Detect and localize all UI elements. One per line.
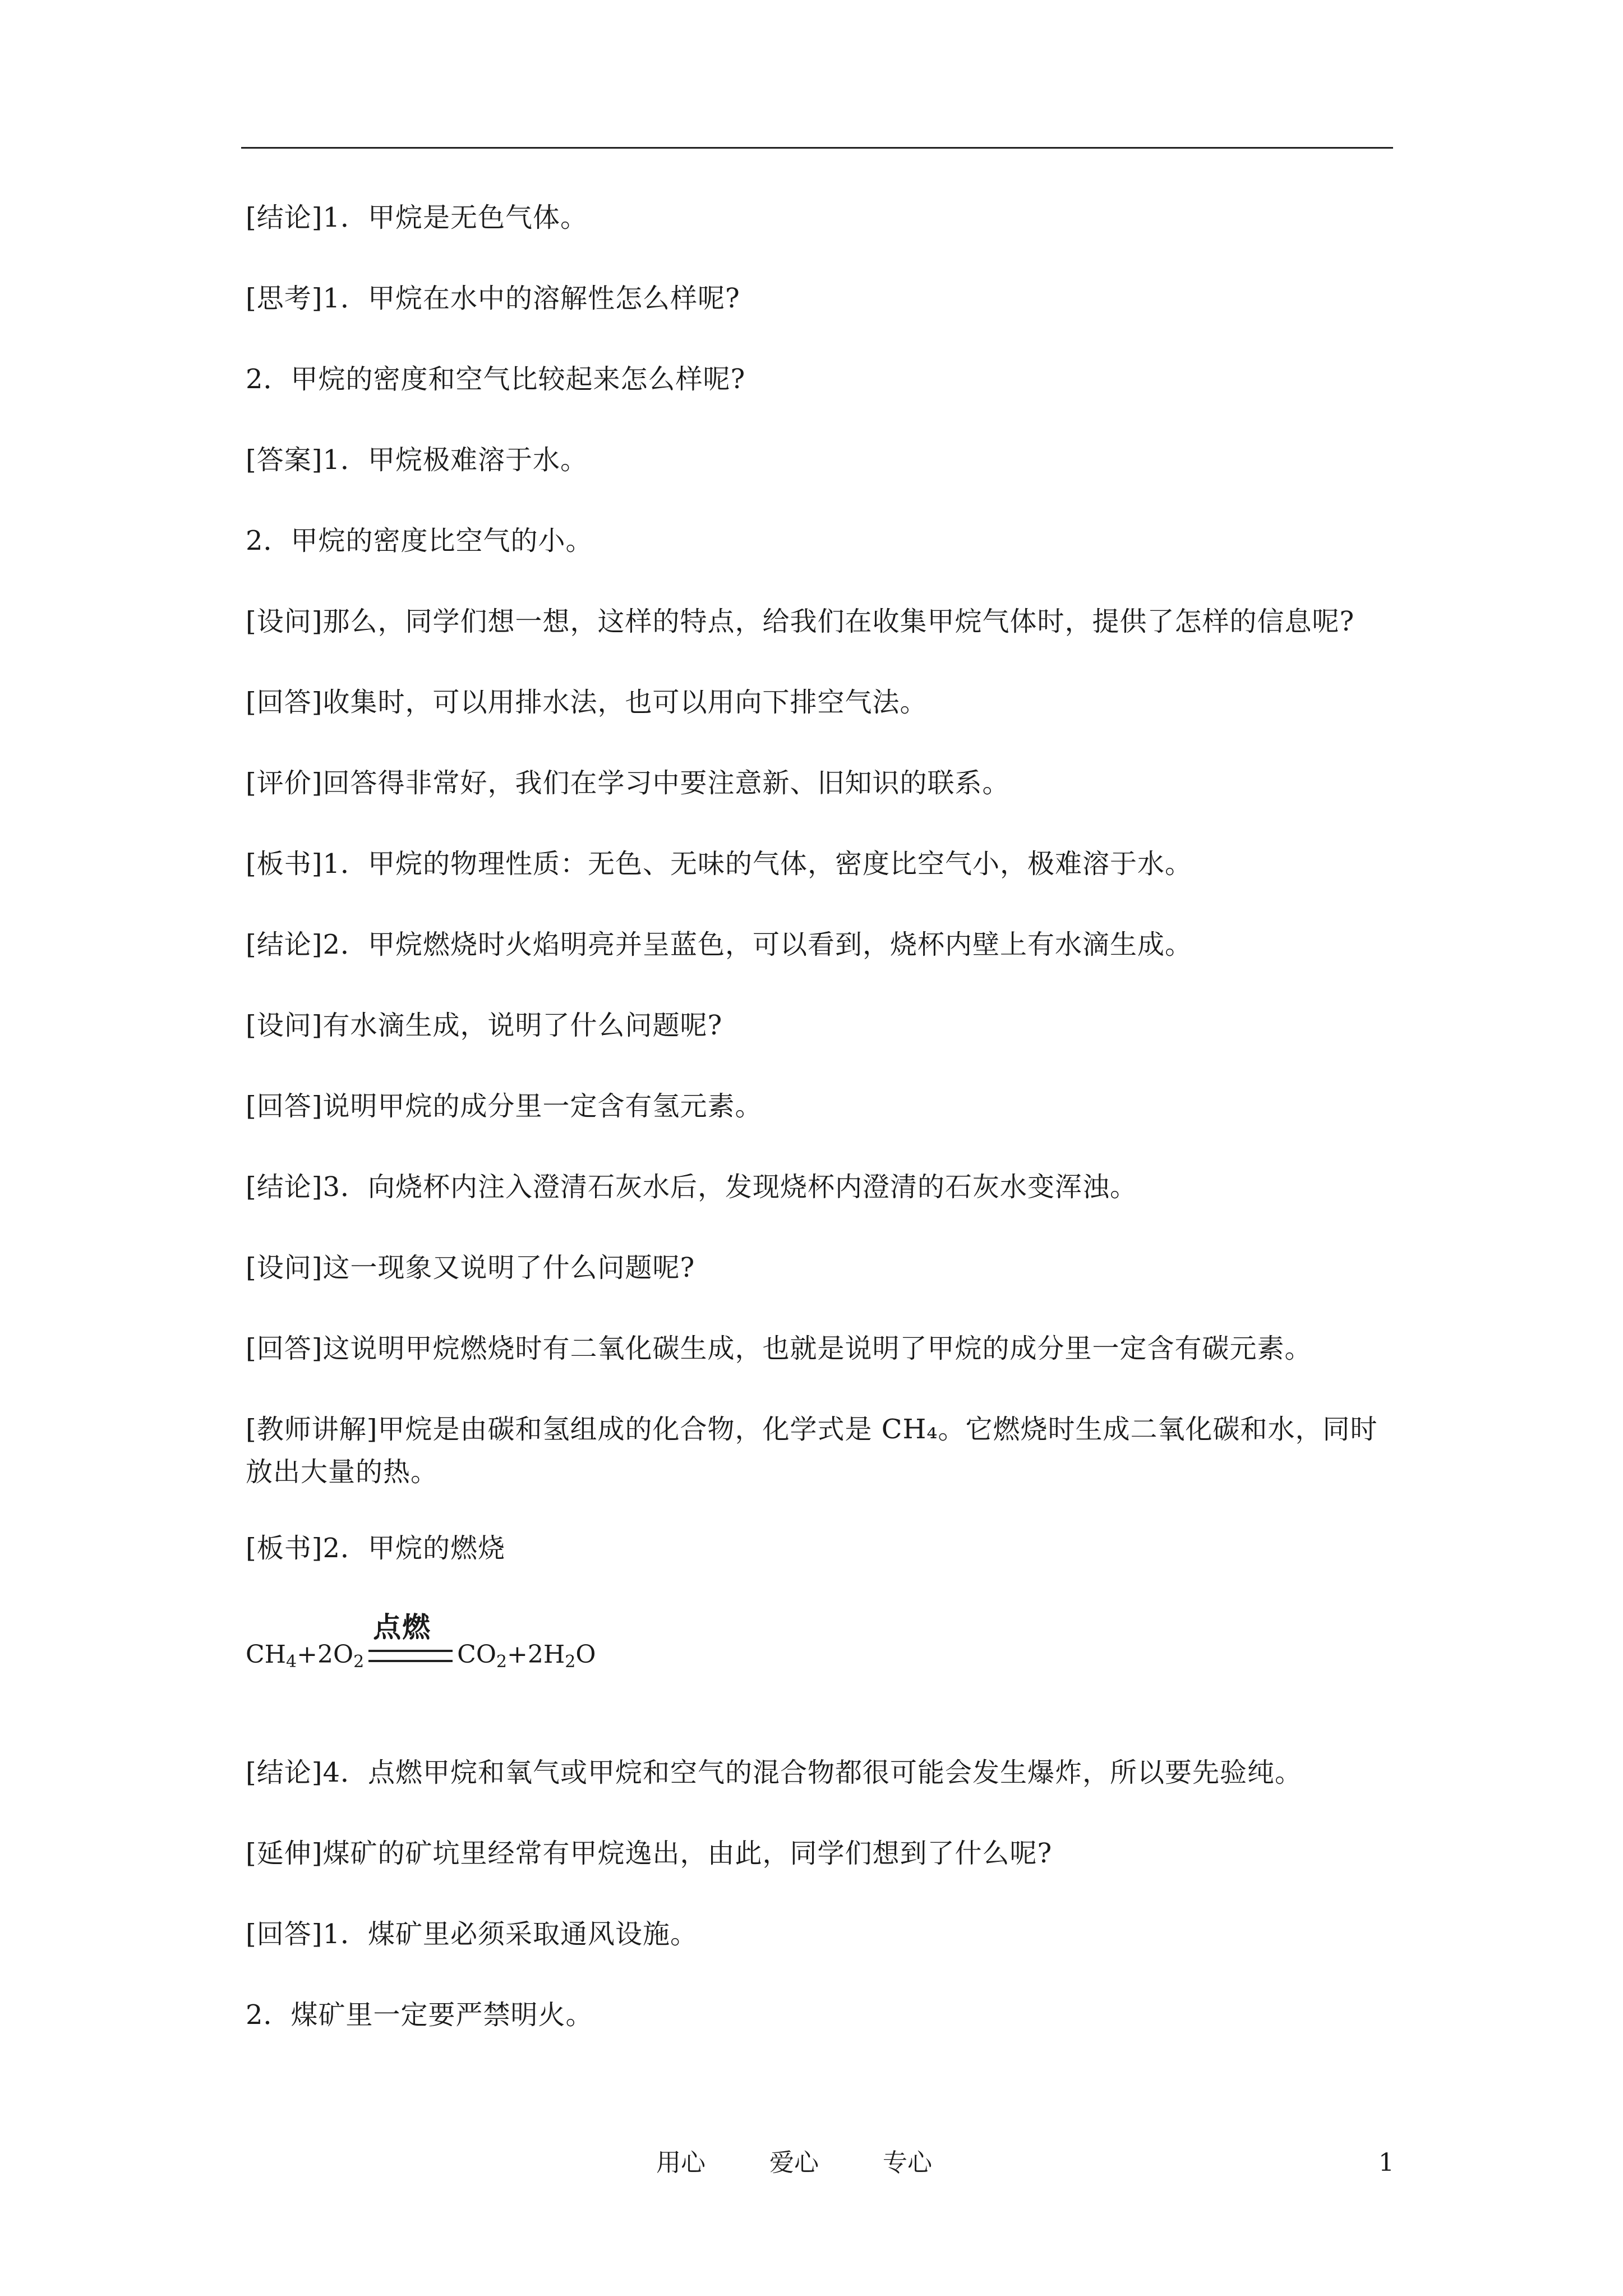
chemical-equation — [246, 1611, 596, 1679]
equation-product: +2H — [507, 1640, 565, 1669]
text-line: [评价]回答得非常好，我们在学习中要注意新、旧知识的联系。 — [246, 767, 1010, 799]
text-line: [板书]2．甲烷的燃烧 — [246, 1533, 505, 1564]
reaction-condition-label: 点燃 — [373, 1611, 432, 1644]
text-line: [结论]4．点燃甲烷和氧气或甲烷和空气的混合物都很可能会发生爆炸，所以要先验纯。 — [246, 1757, 1302, 1788]
text-line: [结论]2．甲烷燃烧时火焰明亮并呈蓝色，可以看到，烧杯内壁上有水滴生成。 — [246, 929, 1192, 960]
text-line: [回答]说明甲烷的成分里一定含有氢元素。 — [246, 1091, 763, 1122]
equation-reactant: +2O — [297, 1640, 354, 1669]
text-line: [回答]收集时，可以用排水法，也可以用向下排空气法。 — [246, 687, 928, 718]
text-line: [设问]那么，同学们想一想，这样的特点，给我们在收集甲烷气体时，提供了怎样的信息呢? — [246, 606, 1355, 637]
text-line: [思考]1．甲烷在水中的溶解性怎么样呢? — [246, 283, 740, 314]
equation-subscript: 2 — [496, 1652, 508, 1672]
header-rule — [241, 147, 1393, 149]
text-line: [回答]这说明甲烷燃烧时有二氧化碳生成，也就是说明了甲烷的成分里一定含有碳元素。 — [246, 1333, 1312, 1364]
text-line: [回答]1．煤矿里必须采取通风设施。 — [246, 1918, 698, 1950]
text-line: [答案]1．甲烷极难溶于水。 — [246, 444, 588, 476]
text-line: [设问]有水滴生成，说明了什么问题呢? — [246, 1010, 723, 1041]
text-line: [板书]1．甲烷的物理性质：无色、无味的气体，密度比空气小，极难溶于水。 — [246, 848, 1192, 880]
text-line: [教师讲解]甲烷是由碳和氢组成的化合物，化学式是 CH₄。它燃烧时生成二氧化碳和水，同时放出大量的热。 — [246, 1414, 1378, 1488]
footer-slogan: 用心 — [656, 2148, 706, 2177]
text-line: [结论]1．甲烷是无色气体。 — [246, 202, 588, 233]
text-line: 2．煤矿里一定要严禁明火。 — [246, 1999, 593, 2031]
text-line: 2．甲烷的密度比空气的小。 — [246, 525, 593, 556]
equation-reactant: CH — [246, 1640, 287, 1669]
equation-subscript: 2 — [565, 1652, 576, 1672]
reaction-condition — [368, 1611, 453, 1673]
text-line: [设问]这一现象又说明了什么问题呢? — [246, 1252, 695, 1283]
text-line: 2．甲烷的密度和空气比较起来怎么样呢? — [246, 364, 746, 395]
text-line: [结论]3．向烧杯内注入澄清石灰水后，发现烧杯内澄清的石灰水变浑浊。 — [246, 1171, 1137, 1203]
equation-subscript: 2 — [353, 1652, 365, 1672]
equation-product: O — [575, 1640, 596, 1669]
footer-slogan: 专心 — [883, 2148, 932, 2177]
reaction-arrow — [368, 1650, 453, 1662]
page-number: 1 — [1378, 2148, 1394, 2177]
equation-product: CO — [457, 1640, 496, 1669]
equation-subscript: 4 — [286, 1652, 297, 1672]
text-line: [延伸]煤矿的矿坑里经常有甲烷逸出，由此，同学们想到了什么呢? — [246, 1838, 1053, 1869]
footer-slogan: 爱心 — [769, 2148, 819, 2177]
